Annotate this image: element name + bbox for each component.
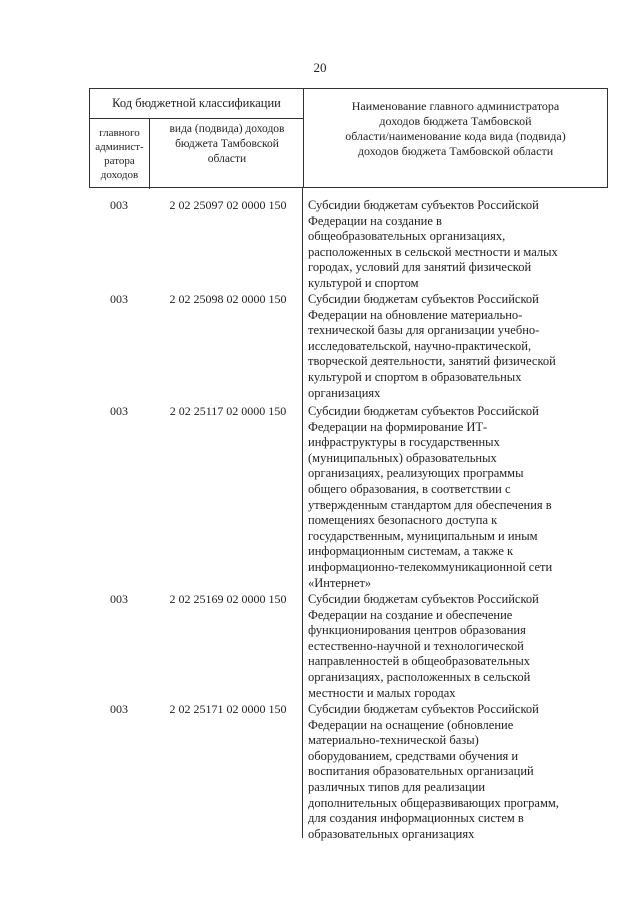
admin-code-header: главного админист- ратора доходов (90, 119, 150, 189)
table-header (89, 88, 608, 188)
admin-code: 003 (110, 404, 128, 418)
revenue-code: 2 02 25169 02 0000 150 (169, 592, 287, 606)
revenue-code: 2 02 25117 02 0000 150 (169, 404, 287, 418)
revenue-name: Субсидии бюджетам субъектов Российской Федерации на формирование ИТ- инфраструктуры в государственных (муниципальных) образовательных организациях, реализующих программы общего образования, в соответствии с утвержденным стандартом для обеспечения в помещениях безопасного доступа к государственным, муниципальным и иным информационным системам, а также к информационно-телекоммуникационной сети «Интернет» (308, 404, 553, 590)
admin-code: 003 (110, 702, 128, 716)
revenue-name: Субсидии бюджетам субъектов Российской Федерации на создание и обеспечение функционирования центров образования естественно-научной и технологической направленностей в общеобразовательных организациях, расположенных в сельской местности и малых городах (308, 592, 539, 700)
revenue-code: 2 02 25098 02 0000 150 (169, 292, 287, 306)
revenue-code: 2 02 25097 02 0000 150 (169, 198, 287, 212)
admin-code: 003 (110, 592, 128, 606)
name-header: Наименование главного администратора доходов бюджета Тамбовской области/наименование кода вида (подвида) доходов бюджета Тамбовской области (345, 99, 566, 158)
revenue-name: Субсидии бюджетам субъектов Российской Федерации на оснащение (обновление материально-технической базы) оборудованием, средствами обучения и воспитания образовательных организаций различных типов для реализации дополнительных общеразвивающих программ, для создания информационных систем в образовательных организациях (308, 702, 559, 841)
column-divider (302, 188, 303, 838)
revenue-code: 2 02 25171 02 0000 150 (169, 702, 287, 716)
classification-header-group (90, 89, 304, 187)
classification-title: Код бюджетной классификации (90, 89, 303, 119)
revenue-name: Субсидии бюджетам субъектов Российской Федерации на создание в общеобразовательных организациях, расположенных в сельской местности и малых городах, условий для занятий физической культурой и спортом (308, 198, 558, 290)
revenue-name: Субсидии бюджетам субъектов Российской Федерации на обновление материально- технической базы для организации учебно- исследовательской, научно-практической, творческой деятельности, занятий физической культурой и спортом в образовательных организациях (308, 292, 556, 400)
admin-code: 003 (110, 198, 128, 212)
page-number: 20 (313, 60, 327, 75)
admin-code: 003 (110, 292, 128, 306)
revenue-type-header: вида (подвида) доходов бюджета Тамбовской области (169, 123, 285, 165)
